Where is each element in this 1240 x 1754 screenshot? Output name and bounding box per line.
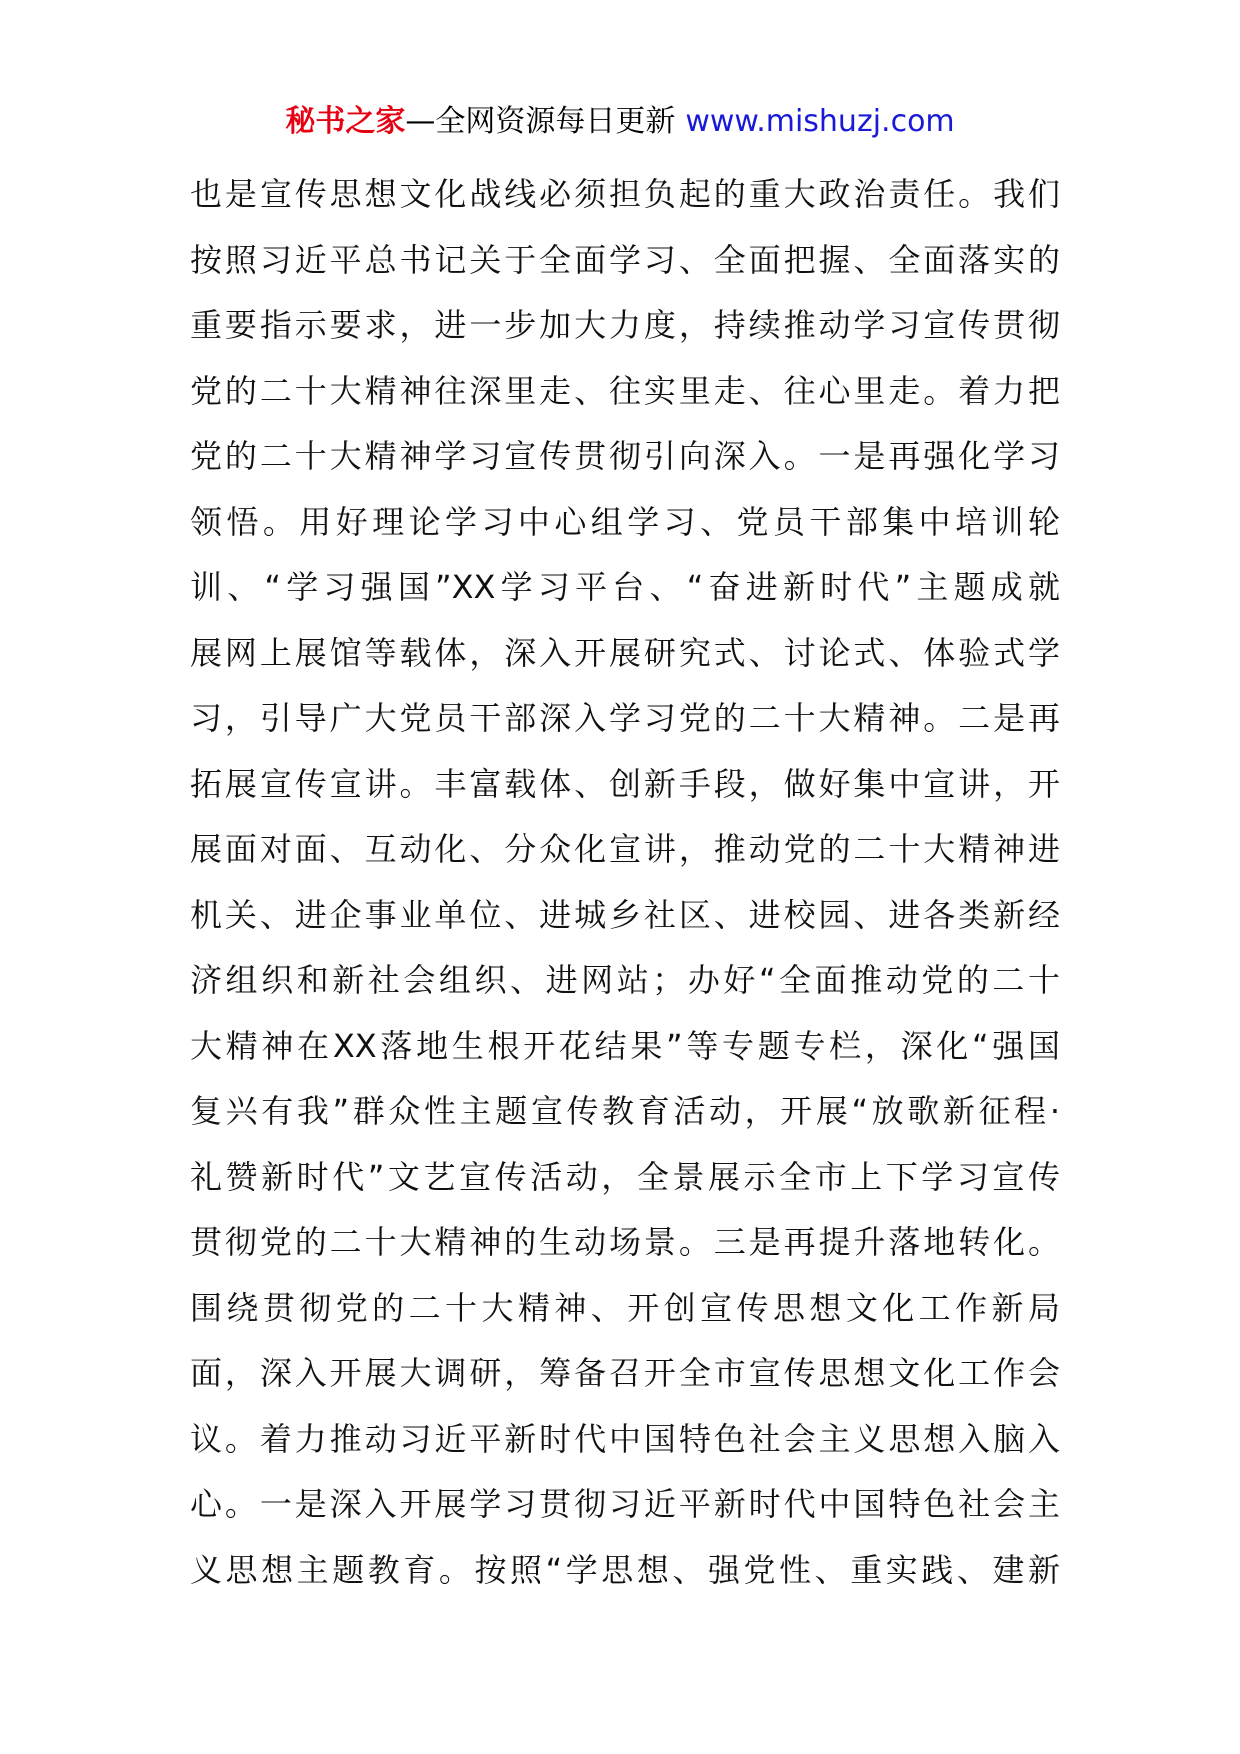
brand-name: 秘书之家: [285, 104, 406, 139]
text-line: 训、“学习强国”XX学习平台、“奋进新时代”主题成就: [190, 568, 1060, 606]
text-line: 按照习近平总书记关于全面学习、全面把握、全面落实的: [190, 240, 1060, 279]
text-line: 党的二十大精神学习宣传贯彻引向深入。一是再强化学习: [190, 437, 1060, 475]
text-line: 心。一是深入开展学习贯彻习近平新时代中国特色社会主: [190, 1485, 1060, 1523]
page-header: [0, 100, 1240, 144]
site-url-link[interactable]: www.mishuzj.com: [685, 104, 955, 139]
document-body: [190, 162, 1060, 1603]
text-line: 议。着力推动习近平新时代中国特色社会主义思想入脑入: [190, 1419, 1060, 1458]
header-slogan: —全网资源每日更新: [405, 104, 676, 139]
text-line: 大精神在XX落地生根开花结果”等专题专栏，深化“强国: [190, 1026, 1060, 1065]
text-line: 机关、进企事业单位、进城乡社区、进校园、进各类新经: [190, 895, 1060, 934]
text-line: 拓展宣传宣讲。丰富载体、创新手段，做好集中宣讲，开: [190, 764, 1060, 803]
text-line: 展网上展馆等载体，深入开展研究式、讨论式、体验式学: [190, 633, 1060, 672]
text-line: 济组织和新社会组织、进网站；办好“全面推动党的二十: [190, 961, 1060, 999]
text-line: 也是宣传思想文化战线必须担负起的重大政治责任。我们: [190, 175, 1060, 213]
text-line: 贯彻党的二十大精神的生动场景。三是再提升落地转化。: [190, 1223, 1060, 1261]
text-line: 义思想主题教育。按照“学思想、强党性、重实践、建新: [190, 1550, 1060, 1589]
text-line: 面，深入开展大调研，筹备召开全市宣传思想文化工作会: [190, 1354, 1060, 1392]
text-line: 展面对面、互动化、分众化宣讲，推动党的二十大精神进: [190, 830, 1060, 868]
text-line: 围绕贯彻党的二十大精神、开创宣传思想文化工作新局: [190, 1288, 1060, 1327]
text-line: 复兴有我”群众性主题宣传教育活动，开展“放歌新征程·: [190, 1092, 1060, 1130]
text-line: 党的二十大精神往深里走、往实里走、往心里走。着力把: [190, 371, 1060, 410]
text-line: 重要指示要求，进一步加大力度，持续推动学习宣传贯彻: [190, 306, 1060, 344]
text-line: 领悟。用好理论学习中心组学习、党员干部集中培训轮: [190, 502, 1060, 541]
text-line: 习，引导广大党员干部深入学习党的二十大精神。二是再: [190, 699, 1060, 737]
text-line: 礼赞新时代”文艺宣传活动，全景展示全市上下学习宣传: [190, 1157, 1060, 1196]
